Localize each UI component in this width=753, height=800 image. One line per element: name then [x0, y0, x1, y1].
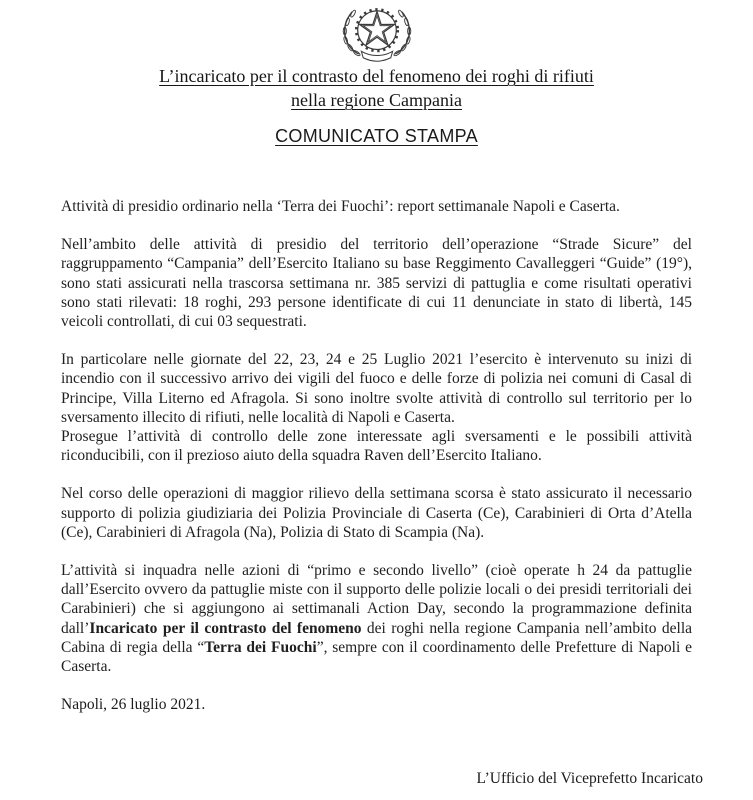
- body-paragraph-interventions: In particolare nelle giornate del 22, 23, 24 e 25 Luglio 2021 l’esercito è intervenuto su inizi di incendio con il successivo arrivo dei vigili del fuoco e delle forze di polizia nei comuni di Casal di Principe, Villa Literno ed Afragola. Si sono inoltre svolte attività di controllo sul territorio per lo sversamento illecito di rifiuti, nelle località di Napoli e Caserta.: [61, 351, 692, 426]
- date-line: Napoli, 26 luglio 2021.: [61, 696, 206, 714]
- document-body: [61, 197, 692, 676]
- body-paragraph-framework: L’attività si inquadra nelle azioni di “primo e secondo livello” (cioè operate h 24 da pattuglie dall’Esercito ovvero da pattuglie miste con il supporto delle polizie locali o dei presidi territoriali dei Carabinieri) che si aggiungono ai settimanali Action Day, secondo la programmazione definita dall’Incaricato per il contrasto del fenomeno dei roghi nella regione Campania nell’ambito della Cabina di regia della “Terra dei Fuochi”, sempre con il coordinamento delle Prefetture di Napoli e Caserta.: [61, 562, 693, 676]
- press-release-heading: COMUNICATO STAMPA: [275, 126, 478, 146]
- body-paragraph-support: Nel corso delle operazioni di maggior rilievo della settimana scorsa è stato assicurato il necessario supporto di polizia giudiziaria dei Polizia Provinciale di Caserta (Ce), Carabinieri di Orta d’Atella (Ce), Carabinieri di Afragola (Na), Polizia di Stato di Scampia (Na).: [61, 485, 692, 541]
- italian-republic-emblem-icon: [0, 0, 753, 62]
- title-line-2: nella regione Campania: [291, 90, 462, 110]
- body-paragraph-operation: Nell’ambito delle attività di presidio del territorio dell’operazione “Strade Sicure” del raggruppamento “Campania” dell’Esercito Italiano su base Reggimento Cavalleggeri “Guide” (19°), sono stati assicurati nella trascorsa settimana nr. 385 servizi di pattuglia e come risultati operativi sono stati rilevati: 18 roghi, 293 persone identificate di cui 11 denunciate in stato di libertà, 145 veicoli controllati, di cui 03 sequestrati.: [61, 236, 692, 331]
- page-title: [0, 64, 753, 112]
- report-subject-line: Attività di presidio ordinario nella ‘Terra dei Fuochi’: report settimanale Napoli e Caserta.: [61, 198, 620, 215]
- title-line-1: L’incaricato per il contrasto del fenomeno dei roghi di rifiuti: [159, 66, 594, 86]
- body-paragraph-raven: Prosegue l’attività di controllo delle zone interessate agli sversamenti e le possibili attività riconducibili, con il prezioso aiuto della squadra Raven dell’Esercito Italiano.: [61, 428, 692, 465]
- signature-line: L’Ufficio del Viceprefetto Incaricato: [476, 769, 703, 787]
